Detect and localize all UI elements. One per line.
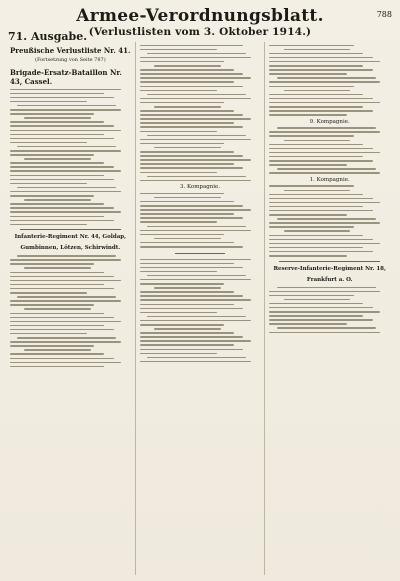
text-line xyxy=(10,259,121,261)
text-line xyxy=(269,160,373,162)
text-line xyxy=(269,152,380,154)
entry-lines xyxy=(10,89,131,226)
divider xyxy=(175,253,226,254)
text-line xyxy=(269,102,380,104)
section-marker: 1. Kompagnie. xyxy=(309,176,350,183)
entry-lines xyxy=(269,185,390,256)
text-line xyxy=(269,323,346,325)
text-line xyxy=(269,156,363,158)
divider xyxy=(20,229,121,230)
text-line xyxy=(140,263,234,265)
text-line xyxy=(154,65,220,67)
text-line xyxy=(10,162,104,164)
text-line xyxy=(24,308,90,310)
text-columns xyxy=(6,42,394,575)
text-line xyxy=(284,49,350,51)
text-line xyxy=(140,61,224,63)
entry-lines xyxy=(269,287,390,334)
text-line xyxy=(10,280,121,282)
column-3 xyxy=(265,42,394,575)
text-line xyxy=(140,267,244,269)
column-2 xyxy=(136,42,266,575)
text-line xyxy=(154,106,220,108)
text-line xyxy=(140,159,251,161)
text-line xyxy=(140,90,217,92)
text-line xyxy=(269,69,373,71)
section-marker: 9. Kompagnie. xyxy=(309,118,350,125)
text-line xyxy=(269,131,380,133)
text-line xyxy=(277,218,376,220)
text-line xyxy=(10,284,104,286)
text-line xyxy=(147,94,246,96)
text-line xyxy=(10,341,121,343)
text-line xyxy=(140,320,251,322)
text-line xyxy=(140,246,244,248)
text-line xyxy=(10,195,94,197)
text-line xyxy=(10,101,87,103)
text-line xyxy=(10,89,121,91)
text-line xyxy=(140,332,234,334)
text-line xyxy=(140,209,251,211)
text-line xyxy=(140,340,251,342)
text-line xyxy=(277,168,376,170)
text-line xyxy=(10,121,104,123)
text-line xyxy=(140,234,224,236)
text-line xyxy=(284,230,350,232)
entry-lines xyxy=(140,259,261,363)
text-line xyxy=(140,114,244,116)
section-heading: Infanterie-Regiment Nr. 44, Goldap, xyxy=(14,234,127,241)
text-line xyxy=(269,332,380,334)
text-line xyxy=(269,61,380,63)
text-line xyxy=(140,69,234,71)
text-line xyxy=(154,147,220,149)
text-line xyxy=(10,211,121,213)
text-line xyxy=(10,130,121,132)
section-heading: Preußische Verlustliste Nr. 41. xyxy=(10,46,131,55)
text-line xyxy=(269,53,363,55)
text-line xyxy=(10,263,94,265)
text-line xyxy=(17,255,116,257)
text-line xyxy=(147,226,246,228)
section-subheading: (Fortsetzung von Seite 787) xyxy=(35,57,106,63)
text-line xyxy=(10,317,114,319)
text-line xyxy=(17,105,116,107)
text-line xyxy=(269,307,373,309)
text-line xyxy=(24,199,90,201)
column-1 xyxy=(6,42,136,575)
text-line xyxy=(10,329,114,331)
text-line xyxy=(140,324,224,326)
text-line xyxy=(284,299,350,301)
text-line xyxy=(10,170,121,172)
masthead xyxy=(6,4,394,43)
text-line xyxy=(140,73,244,75)
text-line xyxy=(10,166,114,168)
text-line xyxy=(24,117,90,119)
text-line xyxy=(140,361,251,363)
text-line xyxy=(140,299,251,301)
text-line xyxy=(277,327,376,329)
entry-lines xyxy=(10,255,131,367)
text-line xyxy=(269,198,373,200)
text-line xyxy=(24,158,90,160)
entry-lines xyxy=(269,127,390,174)
text-line xyxy=(269,86,353,88)
page-number: 788 xyxy=(376,10,392,19)
text-line xyxy=(10,93,104,95)
text-line xyxy=(140,126,244,128)
text-line xyxy=(140,98,251,100)
text-line xyxy=(269,73,346,75)
text-line xyxy=(269,291,380,293)
text-line xyxy=(154,197,220,199)
section-marker: 3. Kompagnie. xyxy=(179,184,221,191)
text-line xyxy=(140,45,244,47)
text-line xyxy=(17,296,116,298)
text-line xyxy=(140,304,234,306)
text-line xyxy=(269,98,373,100)
text-line xyxy=(10,300,121,302)
text-line xyxy=(284,90,350,92)
text-line xyxy=(140,122,234,124)
text-line xyxy=(140,77,251,79)
text-line xyxy=(10,216,104,218)
text-line xyxy=(269,319,373,321)
text-line xyxy=(140,349,244,351)
text-line xyxy=(140,118,251,120)
section-subtitle: Brigade-Ersatz-Bataillon Nr. 43, Cassel. xyxy=(10,68,122,86)
text-line xyxy=(154,328,220,330)
text-line xyxy=(10,224,87,226)
text-line xyxy=(154,238,220,240)
text-line xyxy=(140,193,224,195)
text-line xyxy=(269,251,373,253)
text-line xyxy=(24,267,90,269)
text-line xyxy=(140,221,217,223)
text-line xyxy=(140,242,234,244)
text-line xyxy=(269,235,363,237)
text-line xyxy=(140,86,244,88)
text-line xyxy=(284,140,350,142)
text-line xyxy=(10,276,114,278)
text-line xyxy=(10,321,121,323)
text-line xyxy=(140,57,251,59)
text-line xyxy=(269,45,353,47)
text-line xyxy=(17,146,116,148)
text-line xyxy=(269,255,346,257)
text-line xyxy=(140,205,244,207)
text-line xyxy=(10,325,104,327)
text-line xyxy=(269,311,380,313)
text-line xyxy=(269,81,380,83)
text-line xyxy=(147,176,246,178)
text-line xyxy=(269,214,346,216)
text-line xyxy=(10,150,121,152)
text-line xyxy=(10,138,114,140)
text-line xyxy=(140,353,217,355)
text-line xyxy=(140,163,234,165)
text-line xyxy=(269,315,363,317)
section-heading: Reserve-Infanterie-Regiment Nr. 18, xyxy=(273,265,386,272)
text-line xyxy=(10,191,121,193)
text-line xyxy=(10,333,87,335)
text-line xyxy=(277,287,376,289)
text-line xyxy=(17,337,116,339)
text-line xyxy=(140,81,234,83)
text-line xyxy=(269,148,373,150)
text-line xyxy=(269,194,363,196)
text-line xyxy=(140,312,217,314)
text-line xyxy=(147,316,246,318)
text-line xyxy=(10,207,114,209)
text-line xyxy=(10,179,114,181)
text-line xyxy=(10,183,87,185)
text-line xyxy=(269,135,353,137)
text-line xyxy=(10,220,114,222)
text-line xyxy=(140,167,244,169)
text-line xyxy=(269,144,363,146)
text-line xyxy=(140,295,244,297)
text-line xyxy=(269,65,363,67)
divider xyxy=(279,261,380,262)
text-line xyxy=(269,303,363,305)
text-line xyxy=(10,142,87,144)
text-line xyxy=(140,180,251,182)
text-line xyxy=(10,113,94,115)
text-line xyxy=(10,203,104,205)
text-line xyxy=(10,345,94,347)
text-line xyxy=(140,283,224,285)
text-line xyxy=(140,172,217,174)
text-line xyxy=(140,308,244,310)
text-line xyxy=(140,155,244,157)
page-title: Armee-Verordnungsblatt. xyxy=(76,6,324,26)
text-line xyxy=(269,247,363,249)
text-line xyxy=(269,110,373,112)
text-line xyxy=(140,291,234,293)
text-line xyxy=(269,185,353,187)
text-line xyxy=(10,304,94,306)
text-line xyxy=(10,292,87,294)
text-line xyxy=(269,114,346,116)
entry-lines xyxy=(140,45,261,182)
text-line xyxy=(140,279,251,281)
text-line xyxy=(140,139,251,141)
text-line xyxy=(269,210,373,212)
text-line xyxy=(10,109,121,111)
text-line xyxy=(140,143,224,145)
text-line xyxy=(269,239,373,241)
text-line xyxy=(277,127,376,129)
text-line xyxy=(10,272,104,274)
text-line xyxy=(17,187,116,189)
text-line xyxy=(10,134,104,136)
text-line xyxy=(10,313,104,315)
text-line xyxy=(140,336,244,338)
entry-lines xyxy=(140,193,261,248)
text-line xyxy=(269,226,353,228)
text-line xyxy=(140,217,244,219)
text-line xyxy=(140,110,234,112)
text-line xyxy=(147,135,246,137)
text-line xyxy=(269,206,363,208)
section-subtitle: Gumbinnen, Lötzen, Schirwindt. xyxy=(20,245,121,252)
text-line xyxy=(140,102,224,104)
text-line xyxy=(154,287,220,289)
text-line xyxy=(10,366,104,368)
text-line xyxy=(147,275,246,277)
text-line xyxy=(140,151,234,153)
text-line xyxy=(269,106,363,108)
text-line xyxy=(269,172,380,174)
text-line xyxy=(269,202,380,204)
text-line xyxy=(10,97,114,99)
text-line xyxy=(269,94,363,96)
text-line xyxy=(10,362,121,364)
text-line xyxy=(10,125,114,127)
section-subtitle: Frankfurt a. O. xyxy=(306,276,353,283)
text-line xyxy=(140,131,217,133)
entry-lines xyxy=(269,45,390,116)
text-line xyxy=(10,154,94,156)
text-line xyxy=(140,230,251,232)
text-line xyxy=(269,222,380,224)
text-line xyxy=(140,49,217,51)
text-line xyxy=(284,190,350,192)
text-line xyxy=(140,271,217,273)
text-line xyxy=(10,288,114,290)
text-line xyxy=(147,53,246,55)
page-subtitle: (Verlustlisten vom 3. Oktober 1914.) xyxy=(88,26,312,38)
text-line xyxy=(147,357,246,359)
text-line xyxy=(269,57,373,59)
text-line xyxy=(140,259,251,261)
text-line xyxy=(277,77,376,79)
text-line xyxy=(24,349,90,351)
text-line xyxy=(269,164,346,166)
text-line xyxy=(269,243,380,245)
issue-number: 71. Ausgabe. xyxy=(8,30,88,43)
text-line xyxy=(10,358,114,360)
text-line xyxy=(140,201,234,203)
text-line xyxy=(269,295,353,297)
text-line xyxy=(140,213,234,215)
text-line xyxy=(10,353,104,355)
text-line xyxy=(10,175,104,177)
text-line xyxy=(140,344,234,346)
